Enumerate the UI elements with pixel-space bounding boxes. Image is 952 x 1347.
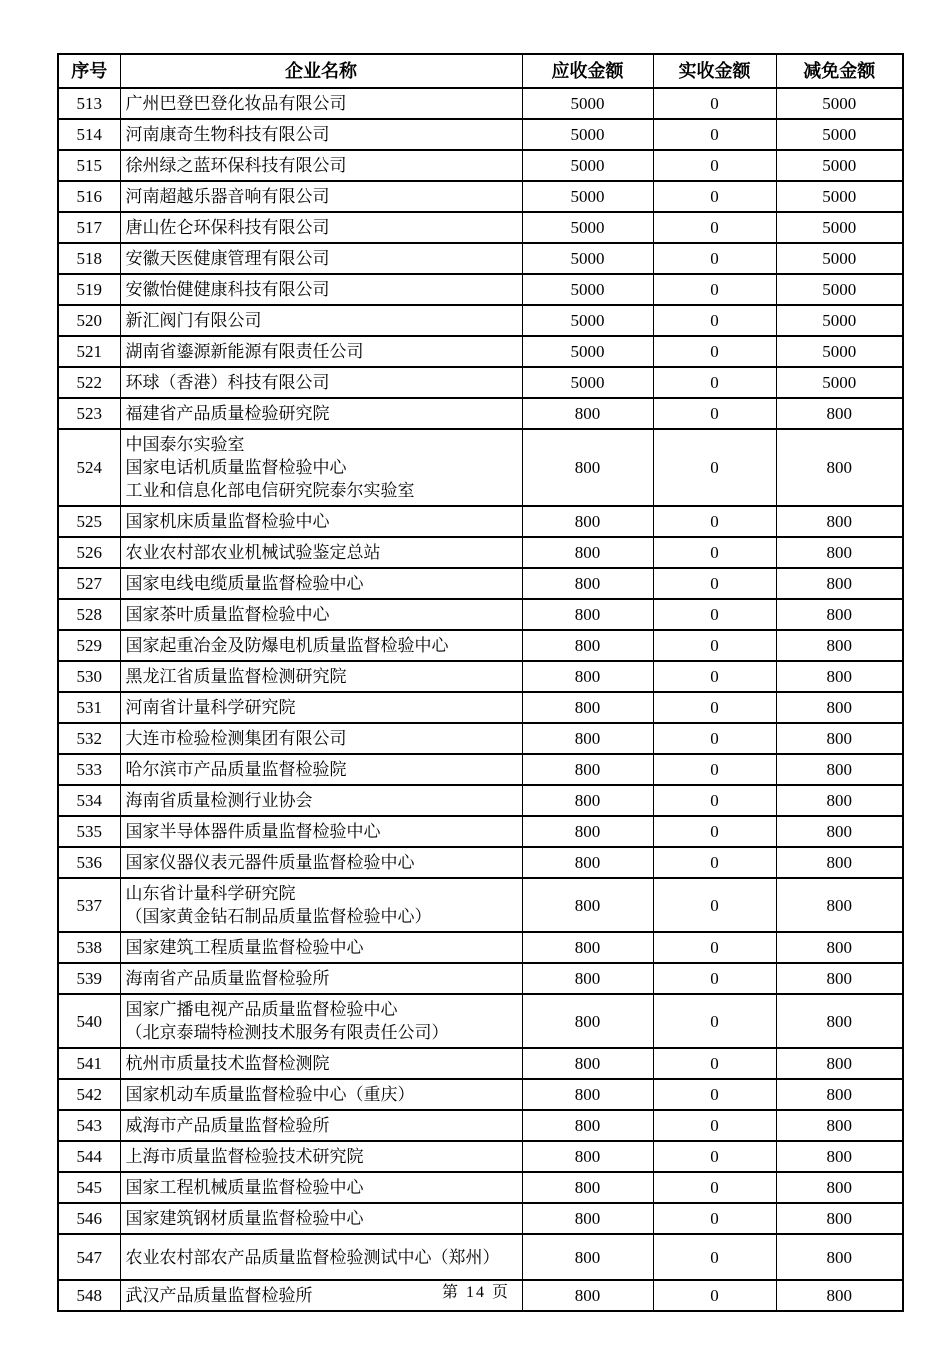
company-name-line: 湖南省鎏源新能源有限责任公司 [125,342,364,361]
company-name-cell [120,398,522,429]
company-name-line: 国家电线电缆质量监督检验中心 [125,574,364,593]
table-row [58,692,903,723]
waived-amount-cell: 800 [776,568,903,599]
receivable-amount-cell: 800 [522,1141,653,1172]
table-row [58,599,903,630]
table-row [58,119,903,150]
receivable-amount-cell: 800 [522,1172,653,1203]
company-name-line: 农业农村部农业机械试验鉴定总站 [125,543,381,562]
table-row [58,336,903,367]
received-amount-cell: 0 [653,932,776,963]
row-number-cell: 538 [58,932,120,963]
company-name-line: 安徽怡健健康科技有限公司 [125,280,330,299]
row-number-cell: 546 [58,1203,120,1234]
company-name-line: 国家仪器仪表元器件质量监督检验中心 [125,853,415,872]
receivable-amount-cell: 5000 [522,243,653,274]
waived-amount-cell: 5000 [776,243,903,274]
company-name-cell [120,754,522,785]
received-amount-cell: 0 [653,994,776,1048]
waived-amount-cell: 5000 [776,274,903,305]
waived-amount-cell: 800 [776,1079,903,1110]
waived-amount-cell: 800 [776,1141,903,1172]
company-name-line: 大连市检验检测集团有限公司 [125,729,347,748]
waived-amount-cell: 800 [776,994,903,1048]
company-name-line: 徐州绿之蓝环保科技有限公司 [125,156,347,175]
receivable-amount-cell: 800 [522,1280,653,1311]
received-amount-cell: 0 [653,1172,776,1203]
company-name-cell [120,181,522,212]
company-name-line: 唐山佐仑环保科技有限公司 [125,218,330,237]
received-amount-cell: 0 [653,398,776,429]
row-number-cell: 525 [58,506,120,537]
row-number-cell: 532 [58,723,120,754]
company-name-line: 国家茶叶质量监督检验中心 [125,605,330,624]
company-name-cell [120,88,522,119]
company-name-line: 海南省产品质量监督检验所 [125,969,330,988]
receivable-amount-cell: 800 [522,568,653,599]
waived-amount-cell: 800 [776,816,903,847]
row-number-cell: 517 [58,212,120,243]
received-amount-cell: 0 [653,661,776,692]
receivable-amount-cell: 800 [522,1079,653,1110]
receivable-amount-cell: 5000 [522,212,653,243]
received-amount-cell: 0 [653,88,776,119]
receivable-amount-cell: 800 [522,599,653,630]
waived-amount-cell: 800 [776,661,903,692]
company-name-cell [120,243,522,274]
header-company-name: 企业名称 [120,54,522,88]
waived-amount-cell: 800 [776,754,903,785]
waived-amount-cell: 800 [776,506,903,537]
company-name-line: 工业和信息化部电信研究院泰尔实验室 [125,481,415,500]
received-amount-cell: 0 [653,305,776,336]
company-name-cell [120,1203,522,1234]
header-received-amount: 实收金额 [653,54,776,88]
waived-amount-cell: 5000 [776,119,903,150]
table-row [58,212,903,243]
received-amount-cell: 0 [653,506,776,537]
company-name-cell [120,599,522,630]
row-number-cell: 541 [58,1048,120,1079]
row-number-cell: 536 [58,847,120,878]
row-number-cell: 533 [58,754,120,785]
company-name-cell [120,661,522,692]
table-row [58,723,903,754]
waived-amount-cell: 800 [776,1280,903,1311]
company-name-line: 国家工程机械质量监督检验中心 [125,1178,364,1197]
waived-amount-cell: 800 [776,847,903,878]
company-name-cell [120,274,522,305]
receivable-amount-cell: 800 [522,963,653,994]
received-amount-cell: 0 [653,336,776,367]
table-row [58,1079,903,1110]
table-row [58,963,903,994]
company-name-line: 广州巴登巴登化妆品有限公司 [125,94,347,113]
received-amount-cell: 0 [653,816,776,847]
receivable-amount-cell: 800 [522,630,653,661]
waived-amount-cell: 5000 [776,212,903,243]
receivable-amount-cell: 800 [522,398,653,429]
company-name-line: 海南省质量检测行业协会 [125,791,313,810]
row-number-cell: 545 [58,1172,120,1203]
table-row [58,847,903,878]
row-number-cell: 527 [58,568,120,599]
company-name-line: 安徽天医健康管理有限公司 [125,249,330,268]
company-name-cell [120,1141,522,1172]
table-row [58,1110,903,1141]
row-number-cell: 519 [58,274,120,305]
received-amount-cell: 0 [653,1110,776,1141]
row-number-cell: 548 [58,1280,120,1311]
row-number-cell: 531 [58,692,120,723]
company-name-cell [120,212,522,243]
row-number-cell: 534 [58,785,120,816]
waived-amount-cell: 800 [776,630,903,661]
receivable-amount-cell: 800 [522,878,653,932]
company-name-line: （北京泰瑞特检测技术服务有限责任公司） [125,1023,449,1042]
company-name-cell [120,816,522,847]
company-name-line: 杭州市质量技术监督检测院 [125,1054,330,1073]
row-number-cell: 542 [58,1079,120,1110]
waived-amount-cell: 800 [776,785,903,816]
table-body [58,88,903,1311]
company-name-line: 新汇阀门有限公司 [125,311,262,330]
company-name-line: 国家建筑钢材质量监督检验中心 [125,1209,364,1228]
company-name-line: 国家半导体器件质量监督检验中心 [125,822,381,841]
row-number-cell: 537 [58,878,120,932]
receivable-amount-cell: 800 [522,723,653,754]
receivable-amount-cell: 800 [522,1110,653,1141]
table-row [58,932,903,963]
received-amount-cell: 0 [653,429,776,506]
waived-amount-cell: 800 [776,1110,903,1141]
received-amount-cell: 0 [653,568,776,599]
receivable-amount-cell: 5000 [522,150,653,181]
table-row [58,630,903,661]
table-row [58,785,903,816]
company-name-line: 黑龙江省质量监督检测研究院 [125,667,347,686]
row-number-cell: 539 [58,963,120,994]
table-row [58,88,903,119]
receivable-amount-cell: 800 [522,847,653,878]
table-row [58,537,903,568]
row-number-cell: 547 [58,1234,120,1280]
waived-amount-cell: 800 [776,1203,903,1234]
receivable-amount-cell: 5000 [522,336,653,367]
waived-amount-cell: 800 [776,398,903,429]
row-number-cell: 530 [58,661,120,692]
table-header-row [58,54,903,88]
table-row [58,367,903,398]
waived-amount-cell: 5000 [776,150,903,181]
table-row [58,1172,903,1203]
company-name-cell [120,692,522,723]
company-name-cell [120,429,522,506]
receivable-amount-cell: 5000 [522,367,653,398]
company-name-cell [120,1110,522,1141]
waived-amount-cell: 800 [776,963,903,994]
company-name-cell [120,367,522,398]
row-number-cell: 540 [58,994,120,1048]
received-amount-cell: 0 [653,692,776,723]
receivable-amount-cell: 800 [522,754,653,785]
received-amount-cell: 0 [653,119,776,150]
table-row [58,878,903,932]
company-name-line: 环球（香港）科技有限公司 [125,373,330,392]
table-row [58,754,903,785]
company-name-cell [120,1234,522,1280]
table-row [58,1203,903,1234]
company-name-cell [120,994,522,1048]
waived-amount-cell: 800 [776,1234,903,1280]
table-row [58,243,903,274]
table-row [58,150,903,181]
received-amount-cell: 0 [653,878,776,932]
table-row [58,274,903,305]
received-amount-cell: 0 [653,1079,776,1110]
receivable-amount-cell: 800 [522,1048,653,1079]
company-name-line: 武汉产品质量监督检验所 [125,1286,313,1305]
company-name-line: 哈尔滨市产品质量监督检验院 [125,760,347,779]
company-name-line: 国家电话机质量监督检验中心 [125,458,347,477]
company-name-cell [120,630,522,661]
received-amount-cell: 0 [653,847,776,878]
waived-amount-cell: 800 [776,429,903,506]
waived-amount-cell: 5000 [776,181,903,212]
company-name-cell [120,1079,522,1110]
receivable-amount-cell: 800 [522,932,653,963]
received-amount-cell: 0 [653,723,776,754]
company-name-cell [120,1172,522,1203]
receivable-amount-cell: 800 [522,692,653,723]
received-amount-cell: 0 [653,630,776,661]
company-name-line: （国家黄金钻石制品质量监督检验中心） [125,907,432,926]
received-amount-cell: 0 [653,1203,776,1234]
table-row [58,181,903,212]
row-number-cell: 544 [58,1141,120,1172]
company-name-cell [120,568,522,599]
waived-amount-cell: 800 [776,1048,903,1079]
receivable-amount-cell: 800 [522,816,653,847]
receivable-amount-cell: 800 [522,537,653,568]
receivable-amount-cell: 5000 [522,305,653,336]
received-amount-cell: 0 [653,599,776,630]
received-amount-cell: 0 [653,963,776,994]
company-name-cell [120,537,522,568]
row-number-cell: 528 [58,599,120,630]
company-name-cell [120,119,522,150]
table-row [58,1141,903,1172]
waived-amount-cell: 800 [776,599,903,630]
table-row [58,398,903,429]
company-name-cell [120,506,522,537]
company-name-cell [120,963,522,994]
company-name-cell [120,336,522,367]
receivable-amount-cell: 5000 [522,119,653,150]
company-name-cell [120,723,522,754]
table-row [58,568,903,599]
company-name-line: 山东省计量科学研究院 [125,884,296,903]
table-row [58,1234,903,1280]
received-amount-cell: 0 [653,754,776,785]
company-name-line: 国家起重冶金及防爆电机质量监督检验中心 [125,636,449,655]
company-name-line: 威海市产品质量监督检验所 [125,1116,330,1135]
waived-amount-cell: 800 [776,932,903,963]
table-row [58,661,903,692]
header-receivable-amount: 应收金额 [522,54,653,88]
receivable-amount-cell: 800 [522,429,653,506]
company-name-line: 国家机床质量监督检验中心 [125,512,330,531]
receivable-amount-cell: 5000 [522,274,653,305]
company-name-line: 上海市质量监督检验技术研究院 [125,1147,364,1166]
row-number-cell: 514 [58,119,120,150]
received-amount-cell: 0 [653,1234,776,1280]
receivable-amount-cell: 800 [522,1203,653,1234]
table-row [58,429,903,506]
received-amount-cell: 0 [653,243,776,274]
row-number-cell: 524 [58,429,120,506]
received-amount-cell: 0 [653,212,776,243]
fee-table [57,53,904,1312]
receivable-amount-cell: 800 [522,785,653,816]
row-number-cell: 535 [58,816,120,847]
waived-amount-cell: 800 [776,537,903,568]
company-name-cell [120,785,522,816]
table-row [58,816,903,847]
page-number: 第 14 页 [441,1284,510,1301]
waived-amount-cell: 800 [776,878,903,932]
receivable-amount-cell: 800 [522,994,653,1048]
company-name-cell [120,932,522,963]
company-name-cell [120,1048,522,1079]
waived-amount-cell: 800 [776,692,903,723]
waived-amount-cell: 800 [776,1172,903,1203]
received-amount-cell: 0 [653,537,776,568]
company-name-line: 国家广播电视产品质量监督检验中心 [125,1000,398,1019]
company-name-line: 农业农村部农产品质量监督检验测试中心（郑州） [125,1247,500,1267]
company-name-line: 国家建筑工程质量监督检验中心 [125,938,364,957]
waived-amount-cell: 5000 [776,367,903,398]
row-number-cell: 526 [58,537,120,568]
company-name-cell [120,878,522,932]
row-number-cell: 515 [58,150,120,181]
waived-amount-cell: 800 [776,723,903,754]
received-amount-cell: 0 [653,181,776,212]
receivable-amount-cell: 800 [522,1234,653,1280]
company-name-line: 中国泰尔实验室 [125,435,245,454]
row-number-cell: 516 [58,181,120,212]
receivable-amount-cell: 5000 [522,181,653,212]
row-number-cell: 513 [58,88,120,119]
received-amount-cell: 0 [653,785,776,816]
received-amount-cell: 0 [653,1048,776,1079]
waived-amount-cell: 5000 [776,336,903,367]
table-row [58,1048,903,1079]
company-name-line: 福建省产品质量检验研究院 [125,404,330,423]
row-number-cell: 529 [58,630,120,661]
company-name-line: 国家机动车质量监督检验中心（重庆） [125,1085,415,1104]
table-row [58,994,903,1048]
row-number-cell: 520 [58,305,120,336]
received-amount-cell: 0 [653,274,776,305]
row-number-cell: 518 [58,243,120,274]
row-number-cell: 522 [58,367,120,398]
header-serial-number: 序号 [58,54,120,88]
company-name-line: 河南省计量科学研究院 [125,698,296,717]
received-amount-cell: 0 [653,150,776,181]
received-amount-cell: 0 [653,1141,776,1172]
row-number-cell: 543 [58,1110,120,1141]
company-name-line: 河南康奇生物科技有限公司 [125,125,330,144]
receivable-amount-cell: 800 [522,661,653,692]
waived-amount-cell: 5000 [776,305,903,336]
received-amount-cell: 0 [653,367,776,398]
company-name-line: 河南超越乐器音响有限公司 [125,187,330,206]
company-name-cell [120,305,522,336]
company-name-cell [120,847,522,878]
received-amount-cell: 0 [653,1280,776,1311]
receivable-amount-cell: 5000 [522,88,653,119]
table-row [58,305,903,336]
row-number-cell: 523 [58,398,120,429]
table-row [58,506,903,537]
receivable-amount-cell: 800 [522,506,653,537]
header-waived-amount: 减免金额 [776,54,903,88]
company-name-cell [120,150,522,181]
row-number-cell: 521 [58,336,120,367]
waived-amount-cell: 5000 [776,88,903,119]
